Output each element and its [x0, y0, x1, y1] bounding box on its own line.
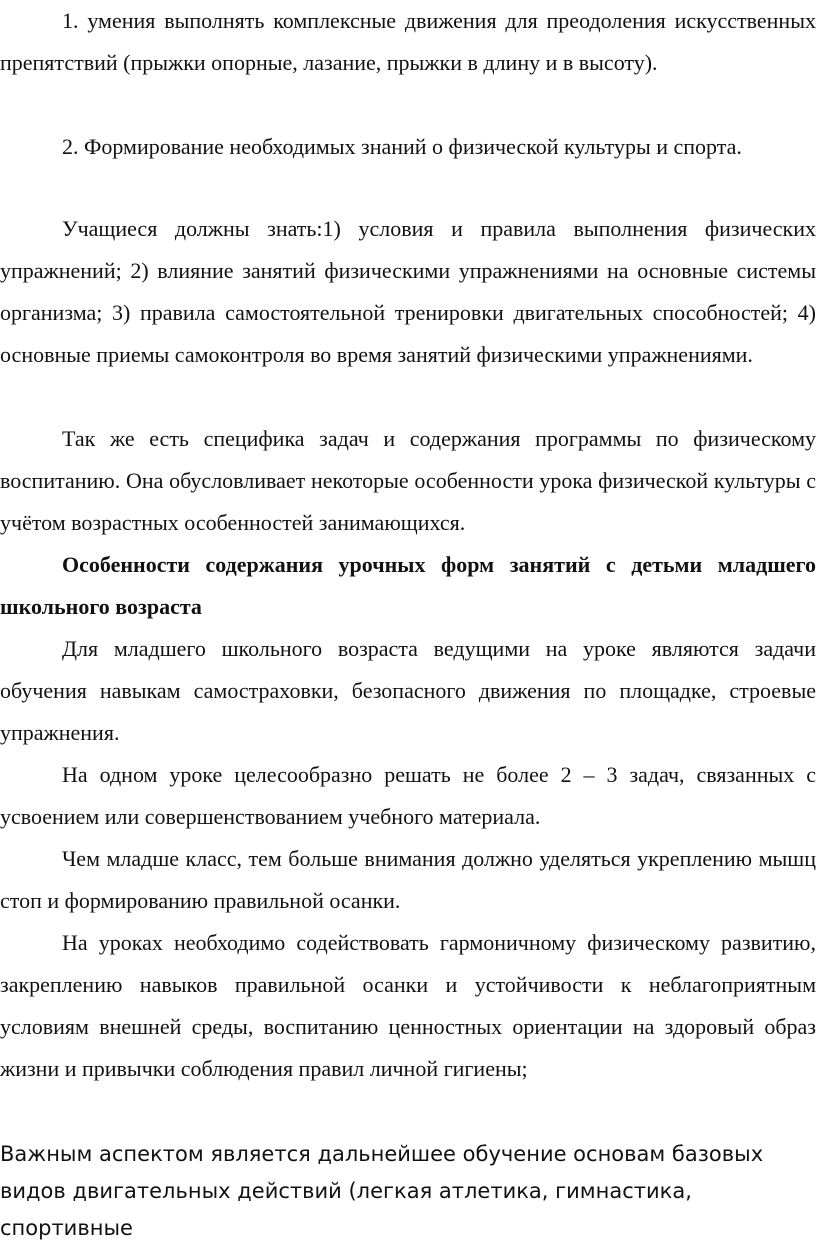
paragraph-specifics: Так же есть специфика задач и содержания программы по физическому воспитанию. Она обусловливает некоторые особенности урока физической культуры с учётом возрастных особенностей занимающихся.	[0, 426, 816, 535]
paragraph-younger-class: Чем младше класс, тем больше внимания должно уделяться укреплению мышц стоп и формированию правильной осанки.	[0, 846, 816, 913]
paragraph-skills-list-item-1: 1. умения выполнять комплексные движения для преодоления искусственных препятствий (прыжки опорные, лазание, прыжки в длину и в высоту).	[0, 8, 816, 75]
paragraph-leading-tasks: Для младшего школьного возраста ведущими на уроке являются задачи обучения навыкам самостраховки, безопасного движения по площадке, строевые упражнения.	[0, 636, 816, 745]
paragraph-harmonious-development: На уроках необходимо содействовать гармоничному физическому развитию, закреплению навыков правильной осанки и устойчивости к неблагоприятным условиям внешней среды, воспитанию ценностных ориентации на здоровый образ жизни и привычки соблюдения правил личной гигиены;	[0, 930, 816, 1081]
paragraph-important-aspect: Важным аспектом является дальнейшее обучение основам базовых видов двигательных действий (легкая атлетика, гимнастика, спортивные	[0, 1142, 764, 1240]
paragraph-students-should-know: Учащиеся должны знать:1) условия и правила выполнения физических упражнений; 2) влияние занятий физическими упражнениями на основные системы организма; 3) правила самостоятельной тренировки двигательных способностей; 4) основные приемы самоконтроля во время занятий физическими упражнениями.	[0, 216, 816, 367]
section-heading: Особенности содержания урочных форм занятий с детьми младшего школьного возраста	[0, 552, 816, 619]
paragraph-tasks-per-lesson: На одном уроке целесообразно решать не более 2 – 3 задач, связанных с усвоением или совершенствованием учебного материала.	[0, 762, 816, 829]
paragraph-skills-list-item-2: 2. Формирование необходимых знаний о физической культуры и спорта.	[62, 134, 742, 159]
